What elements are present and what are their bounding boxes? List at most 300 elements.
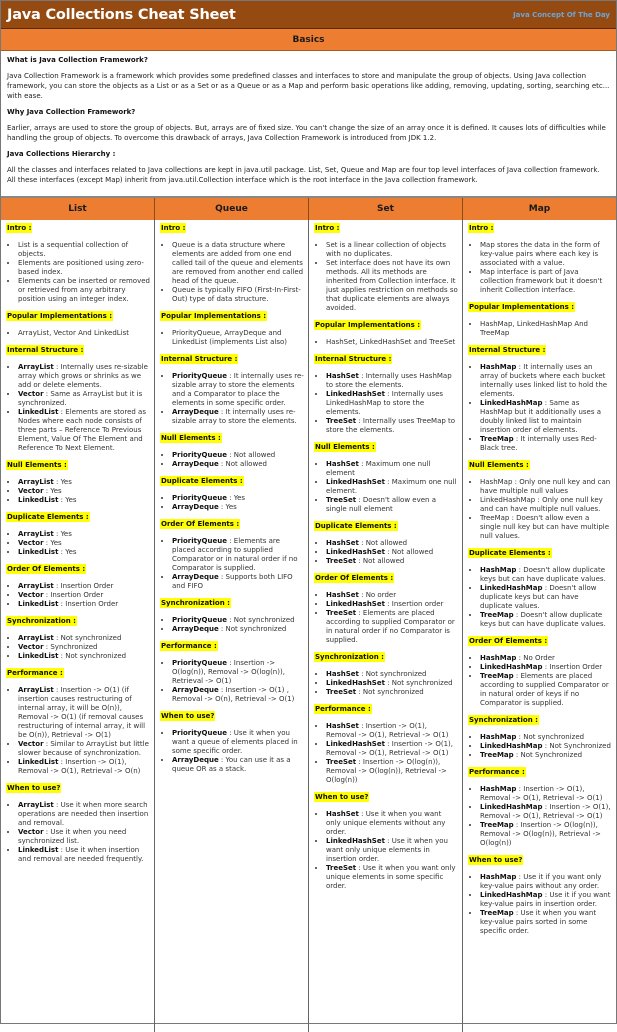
section xyxy=(468,855,612,936)
list-item: • Vector : Use it when you need synchronized list. xyxy=(18,828,150,846)
section-heading: Duplicate Elements : xyxy=(7,513,89,521)
item-text: Insertion order xyxy=(391,600,444,608)
list-item xyxy=(480,241,612,268)
item-name: LinkedHashMap xyxy=(480,742,543,750)
bullet-list xyxy=(468,241,612,295)
item-name: TreeSet xyxy=(326,758,357,766)
list-item xyxy=(326,241,458,259)
item-text: Set is a linear collection of objects with no duplicates. xyxy=(326,241,447,258)
item-name: TreeSet xyxy=(326,688,357,696)
list-item xyxy=(18,329,150,338)
item-name: ArrayList xyxy=(18,634,54,642)
list-item: • HashSet : Not synchronized xyxy=(326,670,458,679)
list-item: • PriorityQueue : Use it when you want a queue of elements placed in some specific order. xyxy=(172,729,304,756)
item-text: Elements are placed according to supplied Comparator or in natural order of keys if no Comparator is supplied. xyxy=(480,672,609,707)
item-name: LinkedHashMap xyxy=(480,496,536,504)
list-item: • Vector : Same as ArrayList but it is synchronized. xyxy=(18,390,150,408)
list-item: • ArrayList : Use it when more search operations are needed then insertion and removal. xyxy=(18,801,150,828)
list-item xyxy=(326,259,458,313)
item-text: Insertion -> O(1) (if insertion causes restructuring of internal array, it will be O(n)), Removal -> O(1) (if removal causes restructuring of internal array, it will be O(n)), Retrieval -> O(1) xyxy=(18,686,146,739)
item-text: Set interface does not have its own methods. All its methods are inherited from Collection interface. It just applies restriction on methods so that duplicate elements are always avoided. xyxy=(326,259,458,312)
section-heading: Null Elements : xyxy=(161,434,221,442)
bullet-list xyxy=(160,659,304,704)
item-text: Insertion -> O(1), Removal -> O(1), Retrieval -> O(1) xyxy=(480,785,603,802)
item-name: Vector xyxy=(18,828,44,836)
list-item: • LinkedList : Use it when insertion and removal are needed frequently. xyxy=(18,846,150,864)
bullet-list xyxy=(160,537,304,591)
section xyxy=(160,433,304,469)
list-item: • TreeSet : Elements are placed according to supplied Comparator or in natural order if no Comparator is supplied. xyxy=(326,609,458,645)
item-text: Maximum one null element xyxy=(326,460,431,477)
item-text: No order xyxy=(365,591,397,599)
item-text: ArrayList, Vector And LinkedList xyxy=(18,329,130,337)
item-text: Internally uses re-sizable array which grows or shrinks as we add or delete elements. xyxy=(18,363,148,389)
item-name: LinkedHashSet xyxy=(326,478,385,486)
section-heading: Popular Implementations : xyxy=(161,312,267,320)
item-text: Insertion Order xyxy=(50,591,104,599)
item-text: Use it when you want a queue of elements placed in some specific order. xyxy=(172,729,298,755)
section-heading: Performance : xyxy=(161,642,217,650)
section-heading: Intro : xyxy=(469,224,494,232)
list-item: • Vector : Similar to ArrayList but little slower because of synchronization. xyxy=(18,740,150,758)
list-item: • ArrayDeque : Not synchronized xyxy=(172,625,304,634)
basics-question: Java Collections Hierarchy : xyxy=(7,150,116,158)
list-item xyxy=(480,320,612,338)
list-item: • TreeMap : Doesn't allow duplicate keys but can have duplicate values. xyxy=(480,611,612,629)
item-text: Synchronized xyxy=(50,643,98,651)
item-text: Not allowed xyxy=(233,451,276,459)
list-item: • LinkedHashMap : Only one null key and can have multiple null values. xyxy=(480,496,612,514)
item-text: Supports both LIFO and FIFO xyxy=(172,573,293,590)
section-heading: Intro : xyxy=(315,224,340,232)
bullet-list xyxy=(468,478,612,541)
list-item: • HashMap : Only one null key and can have multiple null values xyxy=(480,478,612,496)
item-name: HashMap xyxy=(480,873,517,881)
list-item: • PriorityQueue : Elements are placed according to supplied Comparator or in natural order if no Comparator is supplied. xyxy=(172,537,304,573)
section-heading: Order Of Elements : xyxy=(315,574,394,582)
item-text: Not allowed xyxy=(362,557,405,565)
bullet-list xyxy=(314,670,458,697)
item-name: Vector xyxy=(18,740,44,748)
list-item: • TreeSet : Doesn't allow even a single null element xyxy=(326,496,458,514)
bullet-list xyxy=(314,241,458,313)
column-header-queue: Queue xyxy=(155,198,309,220)
bullet-list xyxy=(6,478,150,505)
list-item: • ArrayDeque : Yes xyxy=(172,503,304,512)
item-name: TreeSet xyxy=(326,609,357,617)
item-text: HashMap, LinkedHashMap And TreeMap xyxy=(480,320,588,337)
section-heading: Internal Structure : xyxy=(7,346,84,354)
item-text: Not Synchronized xyxy=(549,742,611,750)
list-item: • LinkedHashMap : Same as HashMap but it additionally uses a doubly linked list to maintain insertion order of elements. xyxy=(480,399,612,435)
basics-answer: All the classes and interfaces related to Java collections are kept in java.util package. List, Set, Queue and Map are four top level interfaces of Java collection framework. All these interfaces (except Map) inherit from java.util.Collection interface which is the root interface in the Java collection framework. xyxy=(7,166,600,184)
bullet-list xyxy=(6,801,150,864)
item-name: LinkedHashMap xyxy=(480,584,543,592)
section-heading: Null Elements : xyxy=(469,461,529,469)
section-heading: Internal Structure : xyxy=(161,355,238,363)
section-heading: Popular Implementations : xyxy=(7,312,113,320)
item-name: TreeMap xyxy=(480,611,514,619)
bullet-list xyxy=(314,722,458,785)
section xyxy=(160,223,304,304)
item-name: PriorityQueue xyxy=(172,537,227,545)
bullet-list xyxy=(468,873,612,936)
item-text: Elements are placed according to supplied Comparator or in natural order if no Comparator is supplied. xyxy=(326,609,455,644)
item-text: It internally uses re-sizable array to store the elements. xyxy=(172,408,297,425)
item-text: Yes xyxy=(65,496,77,504)
list-item xyxy=(18,277,150,304)
item-text: Doesn't allow duplicate keys but can have duplicate values. xyxy=(480,611,606,628)
item-text: Yes xyxy=(60,478,72,486)
item-text: Yes xyxy=(60,530,72,538)
list-item: • PriorityQueue : Not synchronized xyxy=(172,616,304,625)
basics-answer: Earlier, arrays are used to store the group of objects. But, arrays are of fixed size. You can't change the size of an array once it is defined. It causes lots of difficulties while handling the group of objects. To overcome this drawback of arrays, Java Collection Framework is introduced from JDK 1.2. xyxy=(7,124,606,142)
list-item: • ArrayList : Insertion -> O(1) (if insertion causes restructuring of internal array, it will be O(n)), Removal -> O(1) (if removal causes restructuring of internal array, it will be O(n)), Retrieval -> O(1) xyxy=(18,686,150,740)
list-item: • TreeSet : Not synchronized xyxy=(326,688,458,697)
list-item: • HashMap : Insertion -> O(1), Removal -> O(1), Retrieval -> O(1) xyxy=(480,785,612,803)
item-name: LinkedList xyxy=(18,408,59,416)
item-name: LinkedHashMap xyxy=(480,891,543,899)
item-name: LinkedHashMap xyxy=(480,399,543,407)
bullet-list xyxy=(160,616,304,634)
item-text: Use it when you want only unique elements in some specific order. xyxy=(326,864,456,890)
item-name: LinkedList xyxy=(18,846,59,854)
section-heading: Synchronization : xyxy=(315,653,384,661)
list-item: • TreeSet : Use it when you want only unique elements in some specific order. xyxy=(326,864,458,891)
section xyxy=(468,767,612,848)
item-text: Use it when you need synchronized list. xyxy=(18,828,127,845)
item-text: Not synchronized xyxy=(362,688,424,696)
section-heading: Order Of Elements : xyxy=(7,565,86,573)
list-item xyxy=(172,241,304,286)
section xyxy=(6,668,150,776)
item-text: Only one null key and can have multiple null values xyxy=(480,478,611,495)
list-item: • HashSet : No order xyxy=(326,591,458,600)
list-item: • TreeSet : Insertion -> O(log(n)), Removal -> O(log(n)), Retrieval -> O(log(n)) xyxy=(326,758,458,785)
list-item: • PriorityQueue : Not allowed xyxy=(172,451,304,460)
column-header-set: Set xyxy=(309,198,463,220)
section-heading: Performance : xyxy=(315,705,371,713)
item-name: HashMap xyxy=(480,785,517,793)
list-item: • ArrayList : Yes xyxy=(18,478,150,487)
item-name: HashSet xyxy=(326,591,359,599)
section xyxy=(6,564,150,609)
title-bar xyxy=(1,1,616,29)
item-name: TreeSet xyxy=(326,496,357,504)
list-item: • TreeMap : Use it when you want key-value pairs sorted in some specific order. xyxy=(480,909,612,936)
section-heading: Intro : xyxy=(7,224,32,232)
list-item: • HashMap : Use it if you want only key-value pairs without any order. xyxy=(480,873,612,891)
item-text: Insertion -> O(1), Removal -> O(1), Retrieval -> O(n) xyxy=(18,758,141,775)
list-item: • HashSet : Maximum one null element xyxy=(326,460,458,478)
list-item: • LinkedHashSet : Insertion order xyxy=(326,600,458,609)
bullet-list xyxy=(468,785,612,848)
item-name: ArrayDeque xyxy=(172,460,219,468)
item-name: PriorityQueue xyxy=(172,494,227,502)
item-text: Use it when more search operations are needed then insertion and removal. xyxy=(18,801,149,827)
item-text: Use it when you want only unique elements without any order. xyxy=(326,810,446,836)
basics-question: What is Java Collection Framework? xyxy=(7,56,148,64)
brand-label: Java Concept Of The Day xyxy=(513,10,610,19)
section xyxy=(6,460,150,505)
section-heading: Synchronization : xyxy=(7,617,76,625)
item-name: Vector xyxy=(18,539,44,547)
item-name: HashMap xyxy=(480,654,517,662)
section-heading: Internal Structure : xyxy=(315,355,392,363)
item-text: Yes xyxy=(50,487,62,495)
list-item: • LinkedHashSet : Use it when you want only unique elements in insertion order. xyxy=(326,837,458,864)
list-item: • Vector : Yes xyxy=(18,487,150,496)
item-name: PriorityQueue xyxy=(172,616,227,624)
list-item xyxy=(480,268,612,295)
item-text: Insertion -> O(1), Removal -> O(1), Retrieval -> O(1) xyxy=(480,803,611,820)
list-item: • TreeSet : Not allowed xyxy=(326,557,458,566)
list-item: • HashSet : Use it when you want only unique elements without any order. xyxy=(326,810,458,837)
section xyxy=(6,311,150,338)
section xyxy=(468,548,612,629)
section-heading: Null Elements : xyxy=(7,461,67,469)
list-item: • TreeSet : Internally uses TreeMap to store the elements. xyxy=(326,417,458,435)
list-item xyxy=(18,259,150,277)
item-text: Yes xyxy=(50,539,62,547)
item-name: LinkedList xyxy=(18,652,59,660)
list-item: • LinkedHashMap : Insertion Order xyxy=(480,663,612,672)
item-name: HashSet xyxy=(326,722,359,730)
item-name: HashSet xyxy=(326,372,359,380)
item-name: TreeSet xyxy=(326,864,357,872)
item-text: Not Synchronized xyxy=(520,751,583,759)
item-name: LinkedHashSet xyxy=(326,837,385,845)
item-name: TreeMap xyxy=(480,672,514,680)
column-set xyxy=(309,220,463,1032)
item-text: Doesn't allow duplicate keys but can have duplicate values. xyxy=(480,566,606,583)
item-text: Not synchronized xyxy=(233,616,295,624)
item-name: LinkedHashSet xyxy=(326,740,385,748)
section-heading: Synchronization : xyxy=(161,599,230,607)
bullet-list xyxy=(468,654,612,708)
bullet-list xyxy=(160,729,304,774)
column-list xyxy=(1,220,155,1032)
item-text: Internally uses HashMap to store the elements. xyxy=(326,372,452,389)
item-name: ArrayDeque xyxy=(172,573,219,581)
item-name: LinkedHashSet xyxy=(326,390,385,398)
list-item: • ArrayDeque : Insertion -> O(1) , Removal -> O(n), Retrieval -> O(1) xyxy=(172,686,304,704)
list-item: • LinkedList : Not synchronized xyxy=(18,652,150,661)
bullet-list xyxy=(314,338,458,347)
item-name: Vector xyxy=(18,390,44,398)
section xyxy=(6,345,150,453)
item-name: ArrayList xyxy=(18,478,54,486)
item-name: LinkedList xyxy=(18,600,59,608)
item-name: ArrayList xyxy=(18,363,54,371)
bullet-list xyxy=(6,582,150,609)
bullet-list xyxy=(6,634,150,661)
item-name: ArrayDeque xyxy=(172,625,219,633)
item-name: TreeSet xyxy=(326,557,357,565)
section xyxy=(314,442,458,514)
section xyxy=(160,354,304,426)
section-heading: Popular Implementations : xyxy=(315,321,421,329)
item-text: Insertion -> O(1), Removal -> O(1), Retrieval -> O(1) xyxy=(326,722,449,739)
bullet-list xyxy=(160,494,304,512)
list-item: • ArrayDeque : Not allowed xyxy=(172,460,304,469)
section xyxy=(468,460,612,541)
list-item: • PriorityQueue : Insertion -> O(log(n)), Removal -> O(log(n)), Retrieval -> O(1) xyxy=(172,659,304,686)
item-text: Not synchronized xyxy=(60,634,122,642)
bullet-list xyxy=(314,372,458,435)
item-text: Elements can be inserted or removed or retrieved from any arbitrary position using an integer index. xyxy=(18,277,150,303)
bullet-list xyxy=(468,363,612,453)
item-text: Not synchronized xyxy=(365,670,427,678)
item-text: Not synchronized xyxy=(523,733,585,741)
list-item: • LinkedHashSet : Internally uses LinkedHashMap to store the elements. xyxy=(326,390,458,417)
item-text: Insertion Order xyxy=(60,582,114,590)
item-name: HashMap xyxy=(480,363,517,371)
item-name: TreeMap xyxy=(480,909,514,917)
item-name: ArrayDeque xyxy=(172,503,219,511)
item-name: TreeMap xyxy=(480,821,514,829)
item-text: Same as ArrayList but it is synchronized. xyxy=(18,390,143,407)
column-headers xyxy=(1,198,616,220)
item-text: It internally uses re-sizable array to store the elements and a Comparator to place the elements in some specific order. xyxy=(172,372,304,407)
item-text: PriorityQueue, ArrayDeque and LinkedList (implements List also) xyxy=(172,329,288,346)
item-text: Maximum one null element. xyxy=(326,478,457,495)
list-item xyxy=(172,329,304,347)
list-item: • LinkedHashSet : Not allowed xyxy=(326,548,458,557)
list-item: • LinkedList : Insertion Order xyxy=(18,600,150,609)
bullet-list xyxy=(468,320,612,338)
bullet-list xyxy=(314,810,458,891)
item-name: HashSet xyxy=(326,670,359,678)
list-item: • ArrayDeque : Supports both LIFO and FIFO xyxy=(172,573,304,591)
item-name: Vector xyxy=(18,487,44,495)
item-name: Vector xyxy=(18,643,44,651)
section-heading: Order Of Elements : xyxy=(161,520,240,528)
section xyxy=(314,652,458,697)
column-map xyxy=(463,220,616,1032)
section-heading: Intro : xyxy=(161,224,186,232)
list-item: • HashMap : Doesn't allow duplicate keys but can have duplicate values. xyxy=(480,566,612,584)
column-queue xyxy=(155,220,309,1032)
bullet-list xyxy=(314,460,458,514)
item-text: It internally uses an array of buckets where each bucket internally uses linked list to hold the elements. xyxy=(480,363,608,398)
section xyxy=(160,519,304,591)
item-text: Yes xyxy=(225,503,237,511)
section-heading: Duplicate Elements : xyxy=(161,477,243,485)
item-name: ArrayList xyxy=(18,530,54,538)
item-text: Queue is a data structure where elements are added from one end called tail of the queue and elements are removed from another end called head of the queue. xyxy=(172,241,304,285)
item-name: ArrayList xyxy=(18,686,54,694)
item-text: Internally uses LinkedHashMap to store the elements. xyxy=(326,390,444,416)
list-item: • Vector : Insertion Order xyxy=(18,591,150,600)
item-text: Same as HashMap but it additionally uses a doubly linked list to maintain insertion order of elements. xyxy=(480,399,602,434)
list-item: • LinkedHashMap : Not Synchronized xyxy=(480,742,612,751)
section-heading: When to use? xyxy=(315,793,369,801)
list-item: • LinkedHashMap : Insertion -> O(1), Removal -> O(1), Retrieval -> O(1) xyxy=(480,803,612,821)
section xyxy=(468,223,612,295)
item-name: ArrayDeque xyxy=(172,686,219,694)
section-heading: Order Of Elements : xyxy=(469,637,548,645)
item-text: Map interface is part of Java collection framework but it doesn't inherit Collection interface. xyxy=(480,268,603,294)
list-item xyxy=(18,241,150,259)
list-item: • LinkedList : Elements are stored as Nodes where each node consists of three parts – Reference To Previous Element, Value Of The Element and Reference To Next Element. xyxy=(18,408,150,453)
item-text: Doesn't allow even a single null element xyxy=(326,496,436,513)
section-heading: Duplicate Elements : xyxy=(315,522,397,530)
item-text: Elements are placed according to supplied Comparator or in natural order if no Comparator is supplied. xyxy=(172,537,298,572)
item-text: Yes xyxy=(233,494,246,502)
basics-header: Basics xyxy=(1,29,616,51)
item-name: LinkedList xyxy=(18,548,59,556)
item-text: Use it when you want only unique elements in insertion order. xyxy=(326,837,448,863)
item-text: Not allowed xyxy=(365,539,408,547)
list-item: • HashSet : Insertion -> O(1), Removal -> O(1), Retrieval -> O(1) xyxy=(326,722,458,740)
item-text: Insertion Order xyxy=(549,663,603,671)
item-name: HashMap xyxy=(480,478,513,486)
bullet-list xyxy=(314,539,458,566)
item-name: TreeMap xyxy=(480,514,510,522)
section-heading: When to use? xyxy=(161,712,215,720)
bullet-list xyxy=(6,530,150,557)
section xyxy=(468,345,612,453)
item-text: Queue is typically FIFO (First-In-First-Out) type of data structure. xyxy=(172,286,301,303)
item-text: Insertion Order xyxy=(65,600,119,608)
bullet-list xyxy=(468,733,612,760)
item-name: PriorityQueue xyxy=(172,659,227,667)
item-name: ArrayDeque xyxy=(172,408,219,416)
item-text: HashSet, LinkedHashSet and TreeSet xyxy=(326,338,456,346)
item-name: LinkedHashMap xyxy=(480,663,543,671)
item-text: Doesn't allow duplicate keys but can have duplicate values. xyxy=(480,584,597,610)
list-item: • ArrayList : Internally uses re-sizable array which grows or shrinks as we add or delete elements. xyxy=(18,363,150,390)
list-item: • TreeMap : Elements are placed according to supplied Comparator or in natural order of keys if no Comparator is supplied. xyxy=(480,672,612,708)
section xyxy=(468,715,612,760)
item-name: HashMap xyxy=(480,566,517,574)
section-heading: When to use? xyxy=(469,856,523,864)
section-heading: Synchronization : xyxy=(469,716,538,724)
list-item: • ArrayList : Not synchronized xyxy=(18,634,150,643)
item-text: Map stores the data in the form of key-value pairs where each key is associated with a value. xyxy=(480,241,600,267)
list-item: • HashSet : Internally uses HashMap to store the elements. xyxy=(326,372,458,390)
list-item: • LinkedList : Yes xyxy=(18,548,150,557)
list-item xyxy=(326,338,458,347)
list-item: • Vector : Synchronized xyxy=(18,643,150,652)
item-text: Elements are positioned using zero-based index. xyxy=(18,259,144,276)
item-name: PriorityQueue xyxy=(172,372,227,380)
item-name: LinkedList xyxy=(18,758,59,766)
bullet-list xyxy=(6,363,150,453)
section xyxy=(468,636,612,708)
list-item: • LinkedHashSet : Maximum one null element. xyxy=(326,478,458,496)
item-name: PriorityQueue xyxy=(172,451,227,459)
bullet-list xyxy=(160,329,304,347)
section-heading: Null Elements : xyxy=(315,443,375,451)
bullet-list xyxy=(160,451,304,469)
list-item: • ArrayList : Yes xyxy=(18,530,150,539)
basics-answer: Java Collection Framework is a framework which provides some predefined classes and interfaces to store and manipulate the group of objects. Using Java collection framework, you can store the objects as a List or as a Set or as a Queue or as a Map and perform basic operations like adding, removing, updating, sorting, searching etc... with ease. xyxy=(7,72,610,100)
list-item: • LinkedHashSet : Not synchronized xyxy=(326,679,458,688)
basics-section xyxy=(1,51,616,198)
item-text: Doesn't allow even a single null key but can have multiple null values. xyxy=(480,514,610,540)
bullet-list xyxy=(160,241,304,304)
list-item: • PriorityQueue : Yes xyxy=(172,494,304,503)
item-text: Use it when you want key-value pairs sorted in some specific order. xyxy=(480,909,597,935)
list-item: • TreeMap : Doesn't allow even a single null key but can have multiple null values. xyxy=(480,514,612,541)
list-item: • ArrayDeque : You can use it as a queue OR as a stack. xyxy=(172,756,304,774)
section xyxy=(160,641,304,704)
list-item: • LinkedHashMap : Use it if you want key-value pairs in insertion order. xyxy=(480,891,612,909)
section xyxy=(6,223,150,304)
item-text: Insertion -> O(log(n)), Removal -> O(log(n)), Retrieval -> O(log(n)) xyxy=(480,821,601,847)
